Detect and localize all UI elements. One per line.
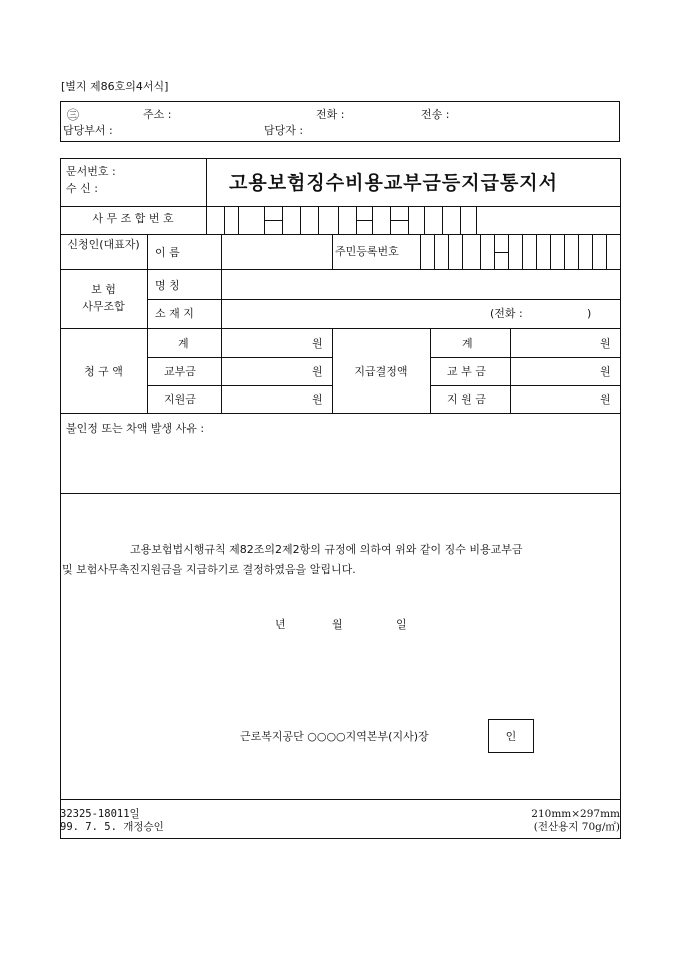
office-number-divider: [300, 206, 301, 234]
seal-label: 인: [505, 730, 517, 743]
office-number-dash: [390, 220, 408, 221]
office-number-divider: [238, 206, 239, 234]
union-name-label: 명 칭: [155, 279, 180, 292]
office-number-label: 사 무 조 합 번 호: [92, 212, 174, 225]
claim-total-unit: 원: [312, 337, 323, 350]
recipient-label: 수 신 :: [66, 182, 98, 195]
location-label: 소 재 지: [155, 307, 194, 320]
decision-support-label: 지 원 금: [447, 393, 486, 406]
date-year: 년: [275, 618, 286, 631]
resident-number-divider: [578, 234, 579, 269]
office-number-divider: [408, 206, 409, 234]
form-code: 32325-18011일: [60, 808, 140, 820]
form-label: [별지 제86호의4서식]: [61, 80, 169, 93]
office-number-divider: [224, 206, 225, 234]
resident-number-divider: [564, 234, 565, 269]
address-label: 주소 :: [143, 108, 172, 121]
notice-line-2: 및 보험사무촉진지원금을 지급하기로 결정하였음을 알립니다.: [62, 563, 356, 576]
decision-total-label: 계: [462, 337, 473, 350]
office-number-divider: [282, 206, 283, 234]
address-icon: ㊂: [67, 108, 80, 122]
office-number-divider: [338, 206, 339, 234]
claim-grant-unit: 원: [312, 365, 323, 378]
resident-number-divider: [606, 234, 607, 269]
resident-number-divider: [522, 234, 523, 269]
resident-number-dash: [494, 252, 508, 253]
paper-spec: (전산용지 70g/㎡): [533, 821, 620, 833]
notice-line-1: 고용보험법시행규칙 제82조의2제2항의 규정에 의하여 위와 같이 징수 비용교부금: [130, 543, 523, 556]
date-month: 월: [332, 618, 343, 631]
resident-number-label: 주민등록번호: [335, 245, 399, 258]
resident-number-divider: [508, 234, 509, 269]
paper-size: 210mm×297mm: [531, 808, 620, 820]
decision-grant-label: 교 부 금: [447, 365, 486, 378]
person-label: 담당자 :: [264, 124, 304, 137]
claim-amount-label: 청 구 액: [84, 365, 123, 378]
doc-number-label: 문서번호 :: [66, 165, 116, 178]
resident-number-divider: [592, 234, 593, 269]
office-number-divider: [460, 206, 461, 234]
name-label: 이 름: [155, 246, 180, 259]
office-number-dash: [264, 220, 282, 221]
resident-number-divider: [448, 234, 449, 269]
decision-support-unit: 원: [600, 393, 611, 406]
applicant-label: 신청인(대표자): [67, 238, 140, 251]
approval-date: 99. 7. 5. 개정승인: [60, 821, 164, 833]
claim-grant-label: 교부금: [164, 365, 196, 378]
decision-total-unit: 원: [600, 337, 611, 350]
decision-grant-unit: 원: [600, 365, 611, 378]
date-day: 일: [396, 618, 407, 631]
office-number-divider: [476, 206, 477, 234]
issuer-name: 근로복지공단 ○○○○지역본부(지사)장: [240, 730, 429, 743]
resident-number-divider: [536, 234, 537, 269]
resident-number-divider: [480, 234, 481, 269]
reason-label: 불인정 또는 차액 발생 사유 :: [66, 422, 205, 435]
seal-box: [488, 719, 534, 753]
office-number-divider: [318, 206, 319, 234]
fax-label: 전송 :: [421, 108, 450, 121]
resident-number-divider: [434, 234, 435, 269]
location-phone-label: (전화 :: [490, 307, 523, 320]
document-title: 고용보험징수비용교부금등지급통지서: [229, 172, 559, 194]
resident-number-divider: [462, 234, 463, 269]
claim-support-unit: 원: [312, 393, 323, 406]
union-label-1: 보 험: [91, 283, 116, 296]
office-number-divider: [424, 206, 425, 234]
phone-label: 전화 :: [316, 108, 345, 121]
claim-total-label: 계: [178, 337, 189, 350]
location-phone-close: ): [587, 307, 592, 320]
dept-label: 담당부서 :: [63, 124, 113, 137]
claim-support-label: 지원금: [164, 393, 196, 406]
office-number-dash: [356, 220, 372, 221]
resident-number-divider: [550, 234, 551, 269]
office-number-divider: [442, 206, 443, 234]
decision-amount-label: 지급결정액: [354, 365, 408, 378]
union-label-2: 사무조합: [82, 300, 125, 313]
office-number-divider: [372, 206, 373, 234]
header-box: [60, 101, 620, 142]
